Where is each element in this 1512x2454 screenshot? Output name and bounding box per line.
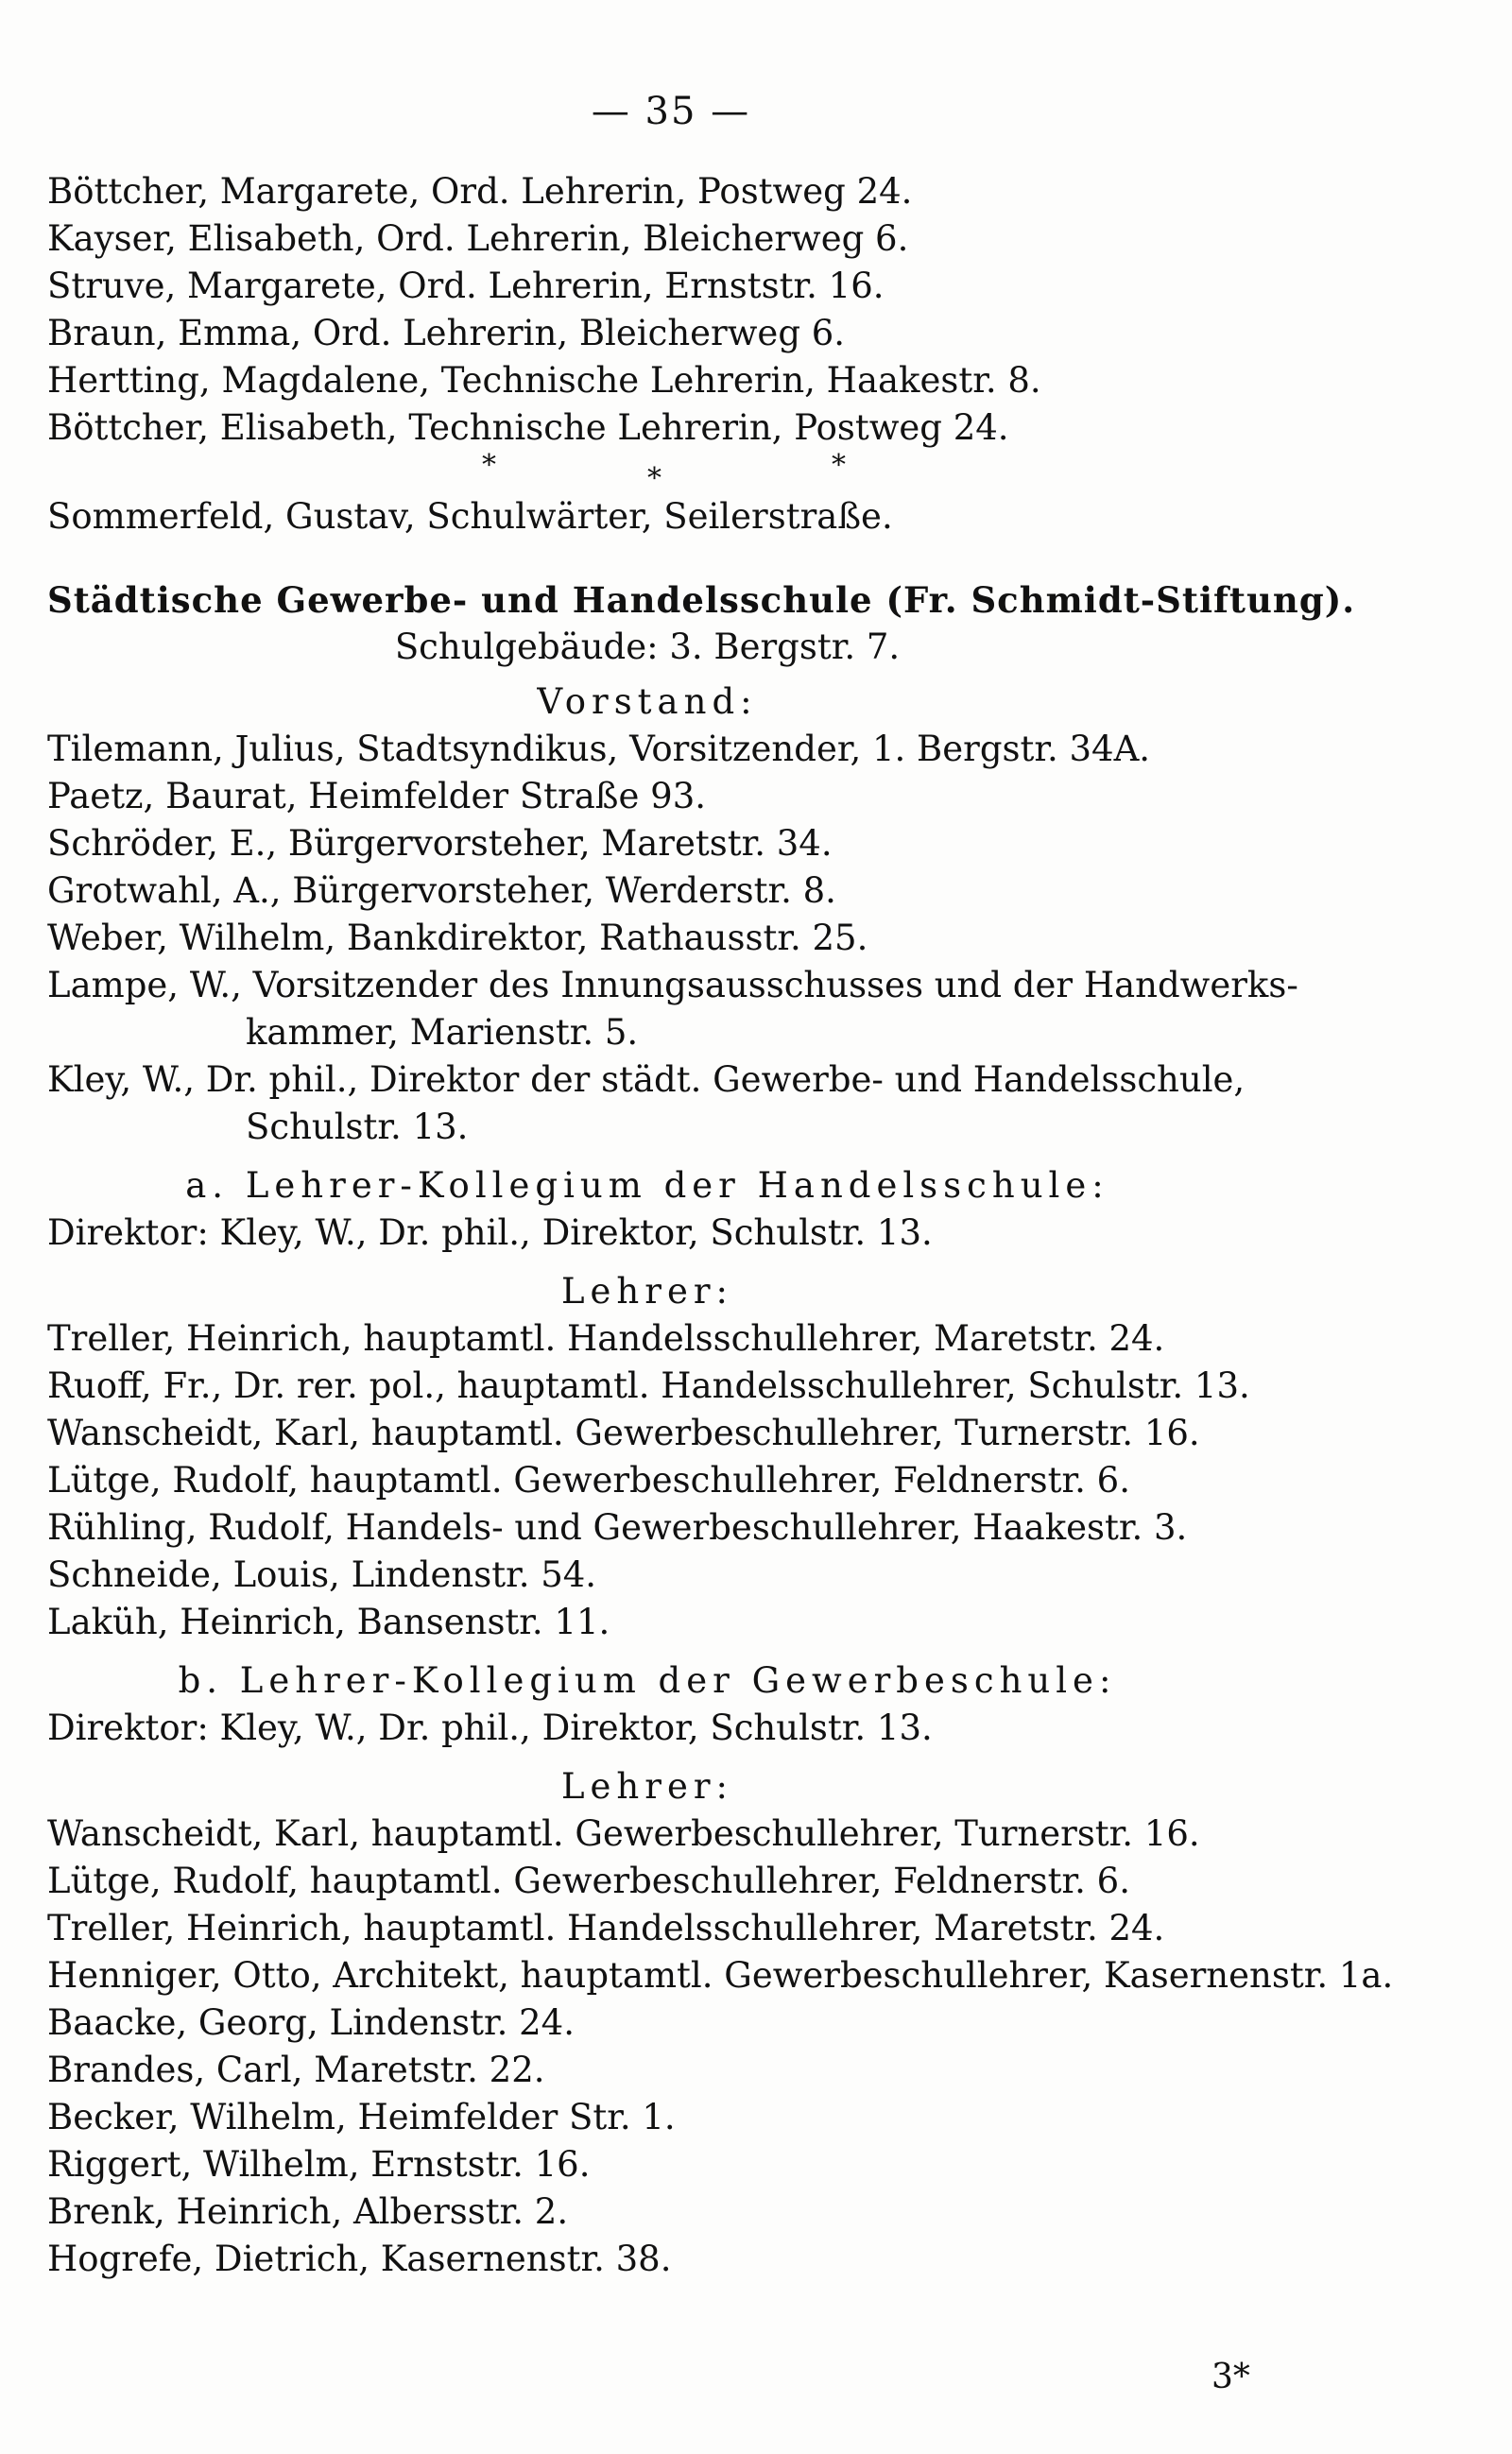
page-body (47, 168, 1394, 2283)
list-item: Henniger, Otto, Architekt, hauptamtl. Gewerbeschullehrer, Kasernenstr. 1a. (47, 1955, 1394, 1996)
signature-mark: 3* (1211, 2358, 1250, 2396)
list-item-continuation: kammer, Marienstr. 5. (246, 1012, 639, 1053)
list-item: Kayser, Elisabeth, Ord. Lehrerin, Bleicherweg 6. (47, 218, 909, 259)
list-item: Schröder, E., Bürgervorsteher, Maretstr. 34. (47, 823, 833, 864)
list-item: Treller, Heinrich, hauptamtl. Handelsschullehrer, Maretstr. 24. (47, 1908, 1165, 1948)
list-item: Hogrefe, Dietrich, Kasernenstr. 38. (47, 2239, 672, 2279)
list-item: Laküh, Heinrich, Bansenstr. 11. (47, 1602, 610, 1642)
star-mark: * (482, 449, 496, 482)
section-b-heading: b. Lehrer-Kollegium der Gewerbeschule: (178, 1660, 1117, 1701)
list-item: Lütge, Rudolf, hauptamtl. Gewerbeschullehrer, Feldnerstr. 6. (47, 1460, 1130, 1501)
list-item: Baacke, Georg, Lindenstr. 24. (47, 2002, 575, 2043)
page-number: — 35 — (591, 90, 751, 133)
section-b-teachers-heading: Lehrer: (560, 1766, 734, 1807)
list-item: Schneide, Louis, Lindenstr. 54. (47, 1554, 597, 1595)
board-heading: Vorstand: (537, 681, 758, 722)
list-item: Kley, W., Dr. phil., Direktor der städt. Gewerbe- und Handelsschule, (47, 1059, 1246, 1100)
list-item: Rühling, Rudolf, Handels- und Gewerbeschullehrer, Haakestr. 3. (47, 1507, 1188, 1548)
list-item: Ruoff, Fr., Dr. rer. pol., hauptamtl. Handelsschullehrer, Schulstr. 13. (47, 1365, 1250, 1406)
list-item: Brenk, Heinrich, Albersstr. 2. (47, 2191, 569, 2232)
section-a-teachers-heading: Lehrer: (560, 1271, 734, 1312)
list-item: Struve, Margarete, Ord. Lehrerin, Ernststr. 16. (47, 266, 885, 306)
list-item: Brandes, Carl, Maretstr. 22. (47, 2050, 545, 2090)
list-item: Braun, Emma, Ord. Lehrerin, Bleicherweg 6. (47, 313, 846, 353)
section-a-heading: a. Lehrer-Kollegium der Handelsschule: (185, 1165, 1109, 1206)
list-item: Paetz, Baurat, Heimfelder Straße 93. (47, 776, 707, 816)
school-heading: Städtische Gewerbe- und Handelsschule (Fr. Schmidt-Stiftung). (47, 579, 1356, 621)
list-item: Wanscheidt, Karl, hauptamtl. Gewerbeschullehrer, Turnerstr. 16. (47, 1813, 1200, 1854)
school-building: Schulgebäude: 3. Bergstr. 7. (394, 626, 901, 667)
section-a-director: Direktor: Kley, W., Dr. phil., Direktor, Schulstr. 13. (47, 1212, 933, 1253)
list-item: Grotwahl, A., Bürgervorsteher, Werderstr. 8. (47, 870, 836, 911)
list-item: Lampe, W., Vorsitzender des Innungsausschusses und der Handwerks- (47, 965, 1298, 1005)
list-item: Wanscheidt, Karl, hauptamtl. Gewerbeschullehrer, Turnerstr. 16. (47, 1413, 1200, 1453)
list-item: Hertting, Magdalene, Technische Lehrerin, Haakestr. 8. (47, 360, 1041, 401)
list-item: Riggert, Wilhelm, Ernststr. 16. (47, 2144, 591, 2185)
list-item: Böttcher, Margarete, Ord. Lehrerin, Postweg 24. (47, 171, 913, 212)
list-item: Becker, Wilhelm, Heimfelder Str. 1. (47, 2097, 676, 2137)
list-item: Lütge, Rudolf, hauptamtl. Gewerbeschullehrer, Feldnerstr. 6. (47, 1861, 1130, 1901)
separator-stars (47, 449, 1361, 495)
caretaker-entry: Sommerfeld, Gustav, Schulwärter, Seilerstraße. (47, 496, 893, 537)
star-mark: * (832, 449, 846, 482)
list-item: Weber, Wilhelm, Bankdirektor, Rathausstr. 25. (47, 918, 868, 958)
list-item: Treller, Heinrich, hauptamtl. Handelsschullehrer, Maretstr. 24. (47, 1318, 1165, 1359)
list-item-continuation: Schulstr. 13. (246, 1107, 469, 1147)
section-b-director: Direktor: Kley, W., Dr. phil., Direktor, Schulstr. 13. (47, 1708, 933, 1748)
list-item: Böttcher, Elisabeth, Technische Lehrerin, Postweg 24. (47, 407, 1009, 448)
list-item: Tilemann, Julius, Stadtsyndikus, Vorsitzender, 1. Bergstr. 34A. (47, 729, 1151, 769)
star-mark: * (647, 462, 662, 495)
